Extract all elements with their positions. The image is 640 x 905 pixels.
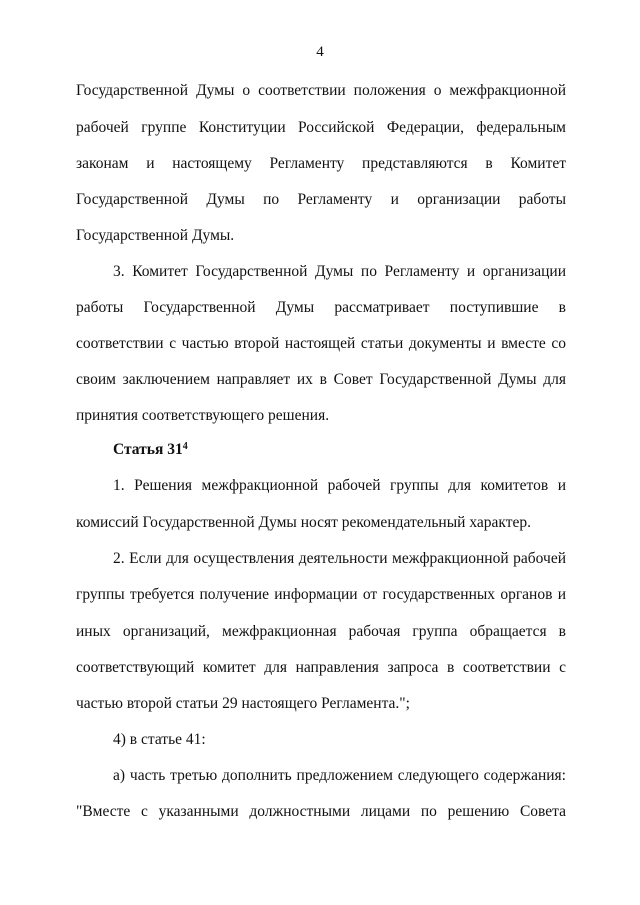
text-line: иных организаций, межфракционная рабочая группа обращается в	[76, 623, 566, 640]
text-line: 1. Решения межфракционной рабочей группы для комитетов и	[113, 477, 566, 494]
article-heading-text: Статья 31	[113, 441, 183, 458]
text-line: группы требуется получение информации от государственных органов и	[76, 586, 566, 603]
text-line: частью второй статьи 29 настоящего Регламента.";	[76, 695, 410, 712]
text-line: своим заключением направляет их в Совет Государственной Думы для	[76, 371, 566, 388]
text-line: 2. Если для осуществления деятельности межфракционной рабочей	[113, 550, 566, 567]
text-line: принятия соответствующего решения.	[76, 407, 330, 424]
text-line: 3. Комитет Государственной Думы по Регламенту и организации	[113, 263, 566, 280]
text-line: Государственной Думы.	[76, 227, 235, 244]
article-heading	[113, 440, 566, 460]
text-line: рабочей группе Конституции Российской Федерации, федеральным	[76, 119, 566, 136]
text-line: соответствующий комитет для направления запроса в соответствии с	[76, 659, 566, 676]
text-line: Государственной Думы о соответствии положения о межфракционной	[76, 82, 566, 99]
text-line: комиссий Государственной Думы носят рекомендательный характер.	[76, 514, 531, 531]
text-line: соответствии с частью второй настоящей статьи документы и вместе со	[76, 335, 566, 352]
text-line: а) часть третью дополнить предложением следующего содержания:	[113, 767, 566, 784]
text-line: "Вместе с указанными должностными лицами по решению Совета	[76, 803, 566, 820]
text-line: 4) в статье 41:	[113, 731, 206, 748]
text-line: Государственной Думы по Регламенту и организации работы	[76, 191, 566, 208]
article-heading-superscript: 4	[182, 441, 188, 452]
text-line: законам и настоящему Регламенту представляются в Комитет	[76, 155, 566, 172]
text-line: работы Государственной Думы рассматривает поступившие в	[76, 299, 566, 316]
page-number: 4	[316, 44, 324, 60]
